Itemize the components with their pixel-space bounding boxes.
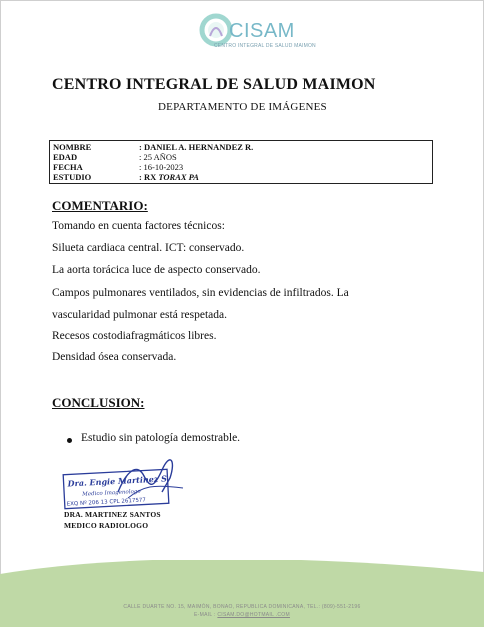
footer-email-label: E-MAIL : (194, 612, 218, 618)
stamp-line-2: Medico Imagenologo (82, 488, 141, 498)
comment-line: vascularidad pulmonar está respetada. (52, 309, 227, 321)
patient-label: NOMBRE (53, 142, 92, 152)
patient-info-box (49, 140, 433, 184)
comment-line: La aorta torácica luce de aspecto conservado. (52, 264, 261, 276)
patient-label: ESTUDIO (53, 172, 92, 182)
comment-line: Tomando en cuenta factores técnicos: (52, 220, 225, 232)
signer-title: MEDICO RADIOLOGO (64, 521, 149, 530)
page-title: CENTRO INTEGRAL DE SALUD MAIMON (52, 76, 376, 93)
footer-email-link[interactable]: CISAM.DO@HOTMAIL .COM (217, 612, 290, 618)
comment-heading: COMENTARIO: (52, 198, 148, 213)
patient-value: : DANIEL A. HERNANDEZ R. (139, 142, 254, 152)
comment-line: Recesos costodiafragmáticos libres. (52, 330, 217, 342)
study-prefix: : RX (139, 172, 159, 182)
stamp-line-3: EXQ Nº 206 13 CPL 2617577 (66, 497, 147, 508)
comment-line: Densidad ósea conservada. (52, 351, 177, 363)
patient-value: : 25 AÑOS (139, 152, 177, 162)
stamp-line-1: Dra. Engie Martinez S (67, 473, 168, 489)
conclusion-item: Estudio sin patología demostrable. (81, 432, 241, 444)
footer-email (0, 612, 484, 618)
footer-address: CALLE DUARTE NO. 15, MAIMÓN, BONAO, REPUBLICA DOMINICANA, TEL.: (809)-551-2196 (123, 604, 361, 610)
patient-label: FECHA (53, 162, 83, 172)
logo-subtitle: CENTRO INTEGRAL DE SALUD MAIMON (214, 43, 316, 49)
conclusion-heading: CONCLUSION: (52, 395, 145, 410)
doctor-stamp (58, 458, 188, 510)
patient-label: EDAD (53, 152, 78, 162)
department-title: DEPARTAMENTO DE IMÁGENES (158, 101, 327, 113)
comment-line: Silueta cardiaca central. ICT: conservado. (52, 242, 245, 254)
signer-name: DRA. MARTINEZ SANTOS (64, 510, 161, 519)
logo-wordmark: CISAM (229, 20, 295, 42)
comment-line: Campos pulmonares ventilados, sin evidencias de infiltrados. La (52, 287, 349, 299)
study-name: TORAX PA (158, 172, 199, 182)
patient-value (139, 172, 199, 182)
bullet-icon (67, 438, 72, 443)
patient-value: : 16-10-2023 (139, 162, 184, 172)
